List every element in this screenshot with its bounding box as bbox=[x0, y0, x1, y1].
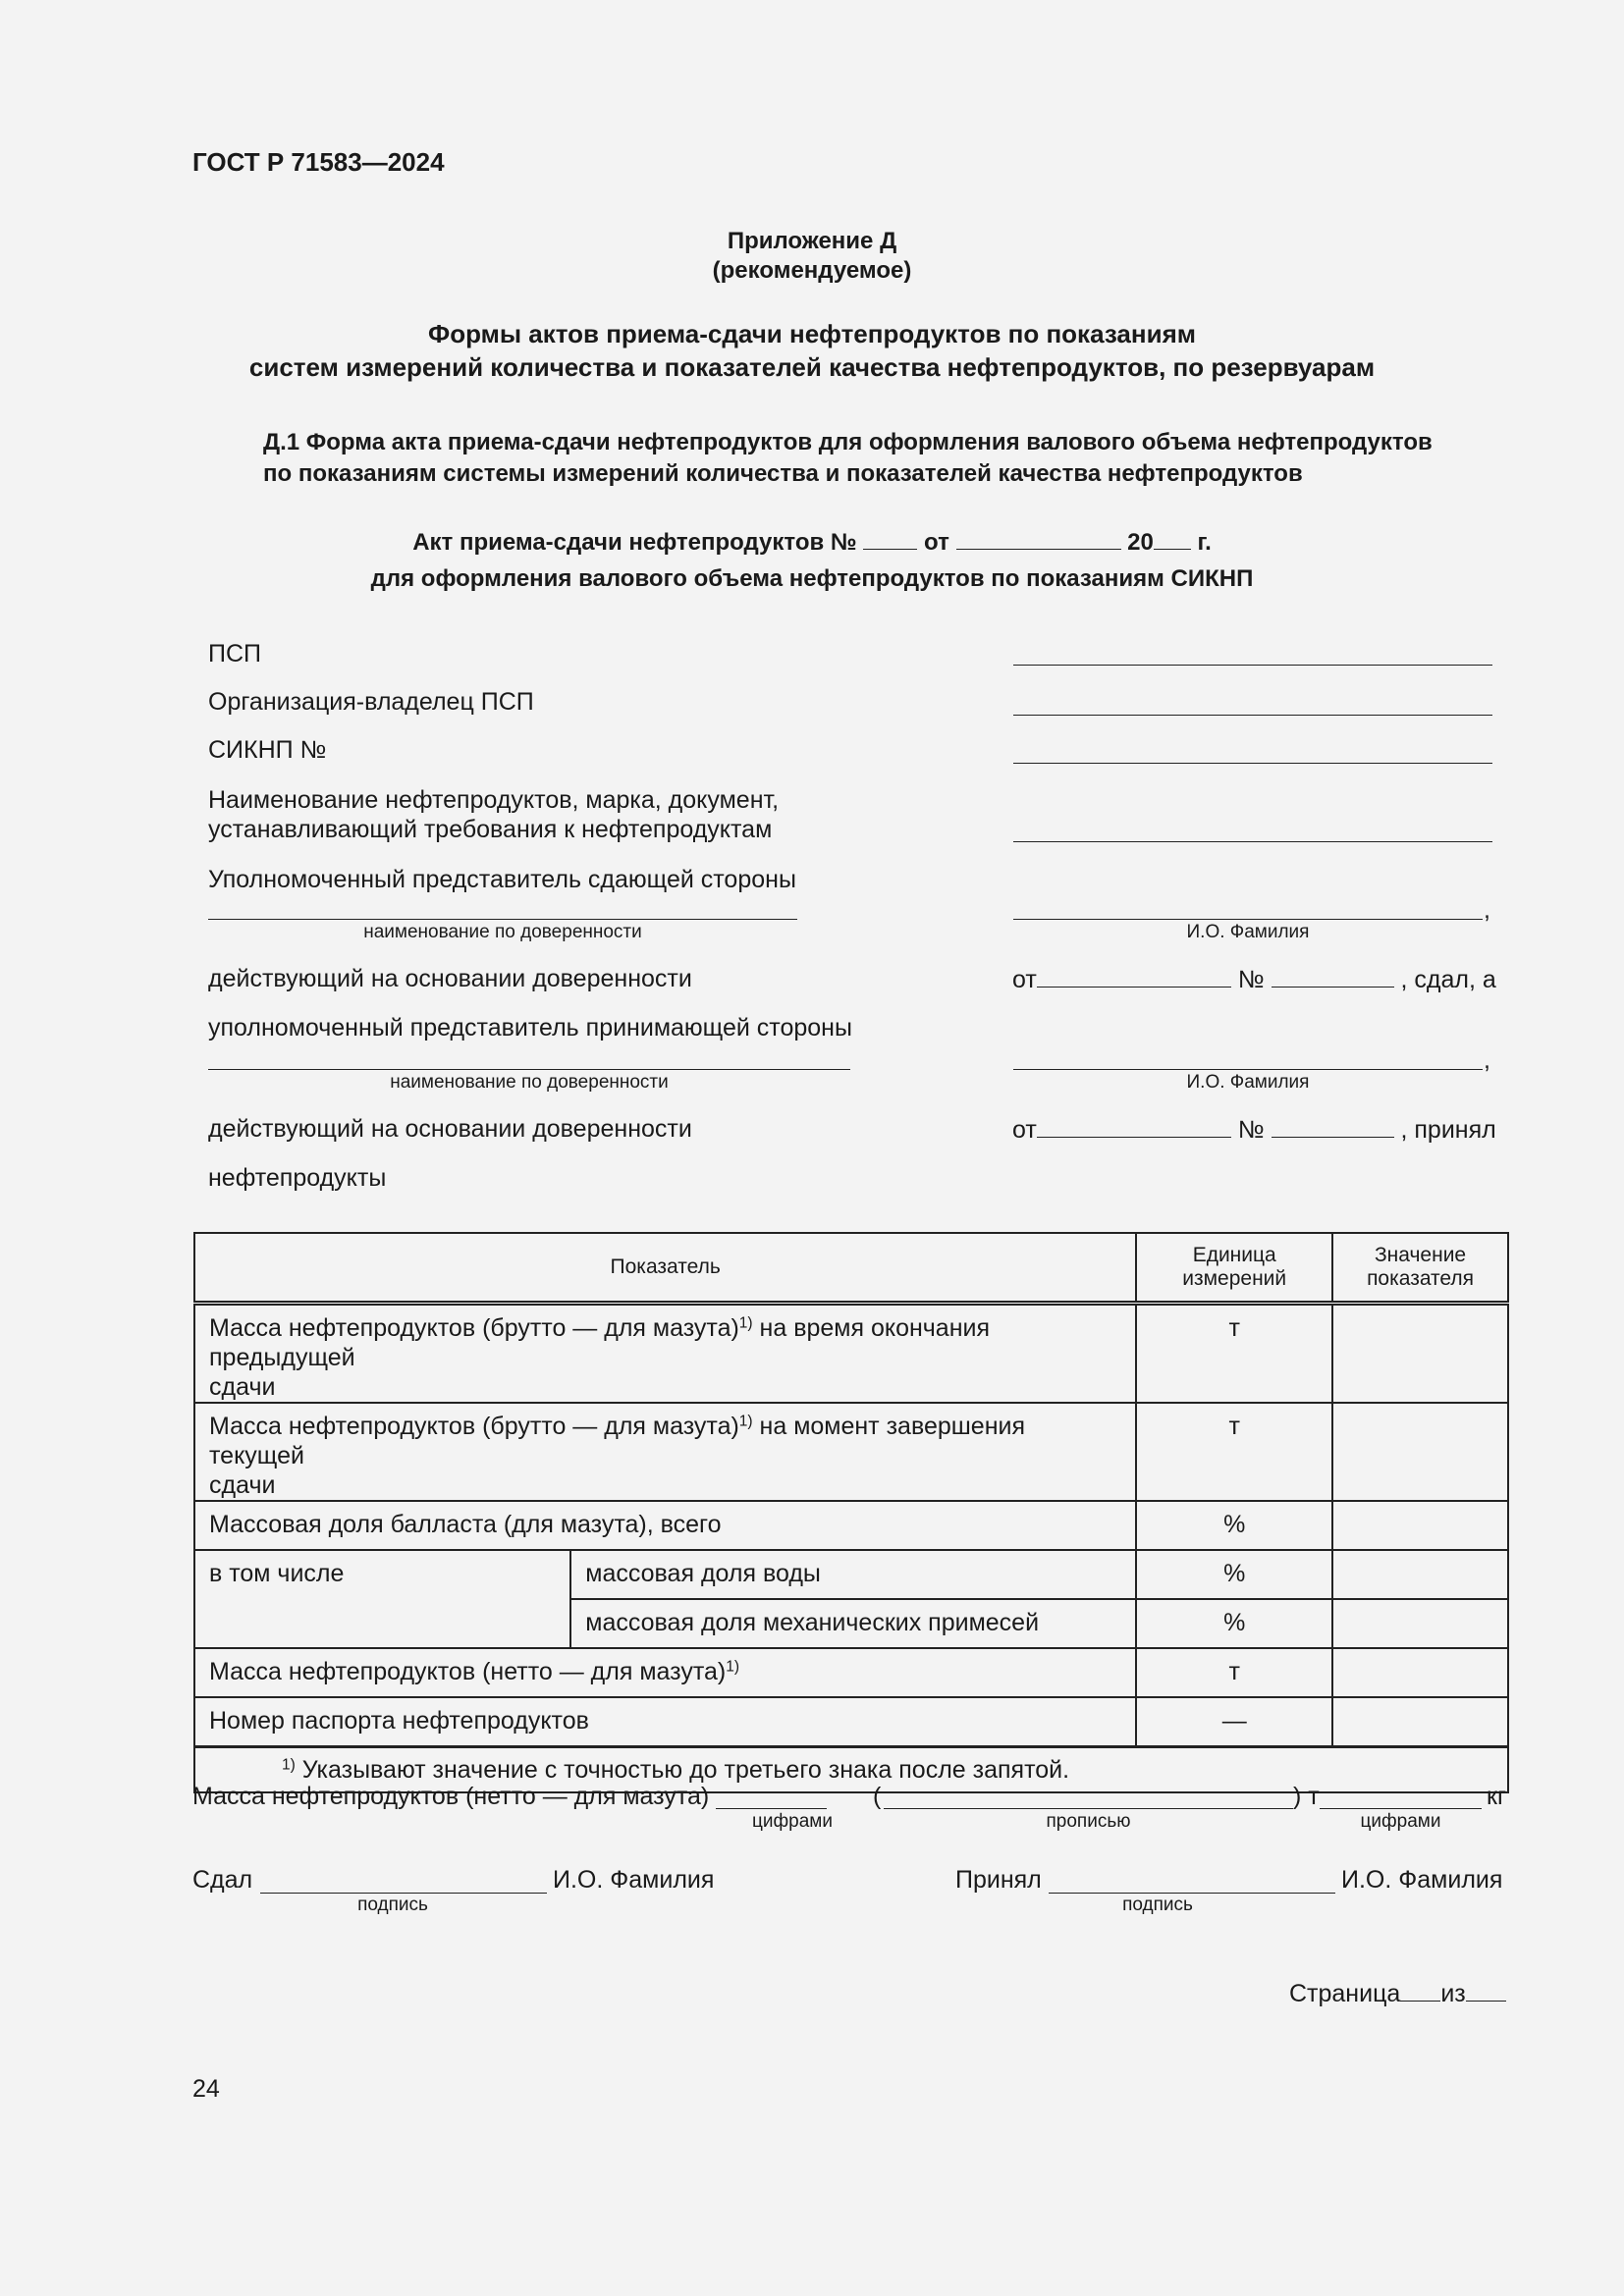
table-row bbox=[194, 1501, 1508, 1550]
sender-comma: , bbox=[1484, 896, 1490, 924]
receiver-proxy-from: от bbox=[1012, 1116, 1037, 1144]
header-unit-line1: Единица bbox=[1192, 1244, 1276, 1266]
row-unit: т bbox=[1136, 1304, 1332, 1404]
act-title-prefix: Акт приема-сдачи нефтепродуктов № bbox=[412, 529, 857, 556]
section-title-line1: Д.1 Форма акта приема-сдачи нефтепродуктов для оформления валового объема нефтепродуктов bbox=[263, 429, 1433, 455]
row-label-text: на время окончания предыдущей bbox=[209, 1314, 991, 1371]
received-label: Принял bbox=[955, 1866, 1042, 1894]
page-number: 24 bbox=[192, 2075, 220, 2103]
row-label: массовая доля воды bbox=[570, 1550, 1136, 1599]
appendix-heading-line1: Формы актов приема-сдачи нефтепродуктов по показаниям bbox=[428, 319, 1196, 348]
row-unit: т bbox=[1136, 1648, 1332, 1697]
standard-number: ГОСТ Р 71583—2024 bbox=[192, 147, 445, 177]
footnote-ref: 1) bbox=[738, 1314, 753, 1332]
act-year-blank[interactable] bbox=[1154, 527, 1191, 550]
received-fio: И.О. Фамилия bbox=[1341, 1866, 1503, 1894]
label-psp: ПСП bbox=[208, 640, 261, 667]
row-value-cell[interactable] bbox=[1332, 1304, 1508, 1404]
receiver-proxy-number-blank[interactable] bbox=[1272, 1115, 1394, 1138]
sender-proxy-name-line[interactable] bbox=[208, 919, 797, 920]
footnote-mark: 1) bbox=[282, 1756, 296, 1774]
handed-label: Сдал bbox=[192, 1866, 253, 1894]
row-unit: т bbox=[1136, 1403, 1332, 1501]
hint-receiver-fio: И.О. Фамилия bbox=[1186, 1072, 1310, 1093]
net-mass-kg: кг bbox=[1487, 1783, 1507, 1810]
row-value-cell[interactable] bbox=[1332, 1501, 1508, 1550]
sender-proxy-from: от bbox=[1012, 966, 1037, 993]
handed-signature-line[interactable] bbox=[260, 1893, 547, 1894]
hint-received-signature: подпись bbox=[1122, 1895, 1193, 1915]
handed-fio: И.О. Фамилия bbox=[553, 1866, 715, 1894]
act-number-blank[interactable] bbox=[863, 527, 917, 550]
page-counter bbox=[1289, 1979, 1506, 2008]
received-signature-line[interactable] bbox=[1049, 1893, 1335, 1894]
table-row bbox=[194, 1304, 1508, 1404]
table-row bbox=[194, 1550, 1508, 1599]
row-label: Массовая доля балласта (для мазута), всего bbox=[194, 1501, 1136, 1550]
hint-sender-proxy-name: наименование по доверенности bbox=[363, 922, 642, 942]
net-mass-close-paren: ) т bbox=[1293, 1783, 1320, 1810]
net-mass-open-paren: ( bbox=[873, 1783, 882, 1810]
appendix-title: Приложение Д bbox=[727, 228, 897, 254]
row-label-text: сдачи bbox=[209, 1373, 276, 1401]
row-label bbox=[194, 1403, 1136, 1501]
row-label bbox=[194, 1304, 1136, 1404]
header-value-line1: Значение bbox=[1374, 1244, 1467, 1266]
section-title-line2: по показаниям системы измерений количества и показателей качества нефтепродуктов bbox=[263, 460, 1303, 487]
net-mass-words-line[interactable] bbox=[884, 1808, 1293, 1809]
header-indicator: Показатель bbox=[194, 1233, 1136, 1304]
hint-digits-kg: цифрами bbox=[1360, 1811, 1441, 1832]
indicators-table bbox=[193, 1232, 1509, 1793]
header-unit bbox=[1136, 1233, 1332, 1304]
product-field-line[interactable] bbox=[1013, 841, 1492, 842]
row-group-label: в том числе bbox=[194, 1550, 570, 1648]
sender-proxy-number-sign: № bbox=[1237, 966, 1265, 993]
row-label-text: Масса нефтепродуктов (нетто — для мазута) bbox=[209, 1658, 727, 1685]
row-label bbox=[194, 1648, 1136, 1697]
act-title-year: 20 bbox=[1127, 529, 1154, 556]
row-label-text: сдачи bbox=[209, 1471, 276, 1499]
row-label: Номер паспорта нефтепродуктов bbox=[194, 1697, 1136, 1747]
owner-field-line[interactable] bbox=[1013, 715, 1492, 716]
row-label: массовая доля механических примесей bbox=[570, 1599, 1136, 1648]
label-siknp: СИКНП № bbox=[208, 736, 327, 764]
page-label: Страница bbox=[1289, 1980, 1401, 2007]
table-row bbox=[194, 1648, 1508, 1697]
table-header-row bbox=[194, 1233, 1508, 1304]
row-unit: — bbox=[1136, 1697, 1332, 1747]
net-mass-kg-line[interactable] bbox=[1320, 1808, 1482, 1809]
row-unit: % bbox=[1136, 1501, 1332, 1550]
page-of-label: из bbox=[1440, 1980, 1466, 2007]
hint-words: прописью bbox=[1046, 1811, 1131, 1832]
row-label-text: Масса нефтепродуктов (брутто — для мазута) bbox=[209, 1314, 739, 1342]
sender-handed-text: , сдал, а bbox=[1400, 966, 1496, 993]
receiver-comma: , bbox=[1484, 1046, 1490, 1074]
row-value-cell[interactable] bbox=[1332, 1550, 1508, 1599]
label-sender-rep: Уполномоченный представитель сдающей стороны bbox=[208, 866, 796, 893]
footnote-ref: 1) bbox=[738, 1413, 753, 1430]
label-sender-basis: действующий на основании доверенности bbox=[208, 965, 692, 992]
table-row bbox=[194, 1403, 1508, 1501]
act-date-blank[interactable] bbox=[956, 527, 1121, 550]
row-label-text: на момент завершения текущей bbox=[209, 1413, 1026, 1469]
header-value bbox=[1332, 1233, 1508, 1304]
label-owner: Организация-владелец ПСП bbox=[208, 688, 534, 716]
header-unit-line2: измерений bbox=[1182, 1267, 1287, 1290]
hint-handed-signature: подпись bbox=[357, 1895, 428, 1915]
sender-proxy-date-blank[interactable] bbox=[1037, 965, 1231, 988]
act-title-from: от bbox=[924, 529, 949, 556]
label-receiver-basis: действующий на основании доверенности bbox=[208, 1115, 692, 1143]
receiver-proxy-number-sign: № bbox=[1237, 1116, 1265, 1144]
siknp-field-line[interactable] bbox=[1013, 763, 1492, 764]
hint-receiver-proxy-name: наименование по доверенности bbox=[390, 1072, 669, 1093]
appendix-status: (рекомендуемое) bbox=[712, 257, 912, 284]
receiver-proxy-name-line[interactable] bbox=[208, 1069, 850, 1070]
row-unit: % bbox=[1136, 1550, 1332, 1599]
hint-digits: цифрами bbox=[752, 1811, 833, 1832]
row-label-text: Масса нефтепродуктов (брутто — для мазута) bbox=[209, 1413, 739, 1440]
label-product-line1: Наименование нефтепродуктов, марка, документ, bbox=[208, 786, 780, 814]
page-total-blank[interactable] bbox=[1466, 1979, 1506, 2002]
receiver-accepted-text: , принял bbox=[1400, 1116, 1496, 1144]
receiver-fio-line[interactable] bbox=[1013, 1069, 1483, 1070]
hint-sender-fio: И.О. Фамилия bbox=[1186, 922, 1310, 942]
row-value-cell[interactable] bbox=[1332, 1648, 1508, 1697]
sender-fio-line[interactable] bbox=[1013, 919, 1483, 920]
footnote-text: Указывают значение с точностью до третьего знака после запятой. bbox=[295, 1756, 1070, 1784]
header-value-line2: показателя bbox=[1367, 1267, 1475, 1290]
net-mass-digits-line[interactable] bbox=[716, 1808, 827, 1809]
receiver-proxy-details bbox=[1012, 1115, 1496, 1145]
sender-proxy-details bbox=[1012, 965, 1496, 994]
label-products: нефтепродукты bbox=[208, 1164, 387, 1192]
net-mass-label: Масса нефтепродуктов (нетто — для мазута) bbox=[192, 1783, 710, 1810]
page-current-blank[interactable] bbox=[1400, 1979, 1440, 2002]
act-title bbox=[0, 527, 1624, 557]
row-value-cell[interactable] bbox=[1332, 1403, 1508, 1501]
sender-proxy-number-blank[interactable] bbox=[1272, 965, 1394, 988]
row-unit: % bbox=[1136, 1599, 1332, 1648]
footnote-ref: 1) bbox=[726, 1658, 740, 1676]
appendix-heading-line2: систем измерений количества и показателей качества нефтепродуктов, по резервуарам bbox=[248, 352, 1376, 382]
label-receiver-rep: уполномоченный представитель принимающей стороны bbox=[208, 1014, 852, 1041]
act-subtitle: для оформления валового объема нефтепродуктов по показаниям СИКНП bbox=[370, 565, 1254, 592]
act-title-suffix: г. bbox=[1197, 529, 1212, 556]
row-value-cell[interactable] bbox=[1332, 1599, 1508, 1648]
psp-field-line[interactable] bbox=[1013, 665, 1492, 666]
table-row bbox=[194, 1697, 1508, 1747]
receiver-proxy-date-blank[interactable] bbox=[1037, 1115, 1231, 1138]
label-product-line2: устанавливающий требования к нефтепродуктам bbox=[208, 816, 773, 843]
row-value-cell[interactable] bbox=[1332, 1697, 1508, 1747]
